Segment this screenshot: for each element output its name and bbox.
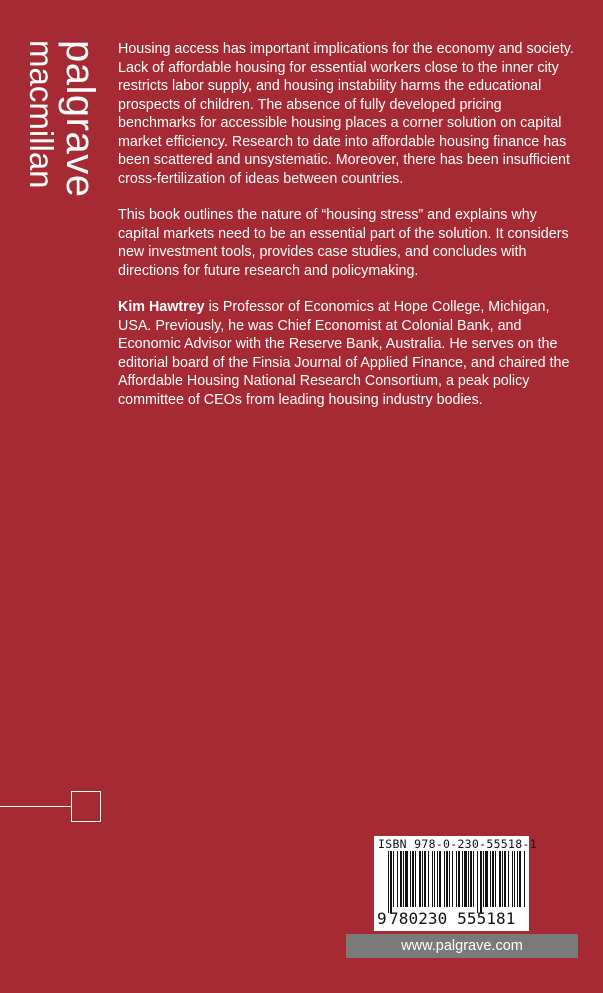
barcode-bar [428,851,429,907]
barcode-bar [452,851,453,907]
barcode-bar [517,851,518,907]
barcode-bar [437,851,438,907]
barcode-bar [446,851,448,907]
barcode-bar [397,851,398,907]
barcode-bar [490,851,491,907]
publisher-logo [20,40,100,210]
barcode-bar [473,851,474,907]
barcode-bars [388,851,525,913]
barcode-bar [477,851,478,913]
barcode-bar [424,851,426,907]
barcode-bar [458,851,460,907]
barcode-bar [524,851,525,907]
publisher-logo-macmillan: macmillan [23,40,60,189]
barcode-bar [390,851,392,913]
barcode-bar [495,851,496,907]
barcode-bar [410,851,411,907]
ean-digits: 780230 555181 [389,909,516,928]
barcode-bar [470,851,472,907]
barcode-bar [480,851,482,913]
back-cover-text [118,40,580,427]
isbn-label: ISBN 978-0-230-55518-1 [378,837,537,851]
barcode-bar [508,851,509,907]
author-bio-text: is Professor of Economics at Hope College, Michigan, USA. Previously, he was Chief Economist at Colonial Bank, and Economic Advisor with the Reserve Bank, Australia. He serves on the editorial board of the Finsia Journal of Applied Finance, and chaired the Affordable Housing National Research Consortium, a peak policy committee of CEOs from leading housing industry bodies. [118,299,570,408]
barcode-bar [502,851,503,907]
blurb-paragraph-2: This book outlines the nature of “housing stress” and explains why capital markets need to be an essential part of the solution. It considers new investment tools, provides case studies, and concludes with directions for future research and policymaking. [118,207,569,279]
barcode-bar [444,851,445,907]
barcode-bar [492,851,494,907]
ean-first-digit: 9 [377,909,387,928]
decorative-rule [0,806,71,807]
barcode-bar [393,851,394,907]
barcode-bar [464,851,467,907]
barcode-bar [519,851,521,907]
author-name: Kim Hawtrey [118,299,205,315]
barcode-bar [419,851,421,907]
barcode-bar [504,851,506,907]
decorative-square [71,791,101,822]
barcode-bar [512,851,513,907]
barcode-bar [499,851,501,907]
barcode-bar [405,851,408,907]
barcode-bar [415,851,416,907]
barcode-bar [456,851,457,907]
barcode-bar [412,851,414,907]
barcode-bar [449,851,450,907]
barcode-bar [514,851,515,907]
barcode-bar [400,851,402,907]
barcode-bar [422,851,423,907]
barcode-bar [483,851,484,907]
barcode-bar [485,851,488,907]
isbn-barcode [374,836,537,931]
barcode-bar [388,851,389,913]
barcode-bar [468,851,469,907]
barcode-bar [434,851,435,907]
barcode-bar [439,851,441,907]
publisher-url[interactable]: www.palgrave.com [346,934,578,958]
author-bio [118,298,580,409]
barcode-bar [462,851,463,907]
barcode-bar [432,851,433,907]
publisher-logo-palgrave: palgrave [58,40,102,198]
barcode-bar [403,851,404,907]
blurb-paragraph-1: Housing access has important implications for the economy and society. Lack of affordable housing for essential workers close to the inner city restricts labor supply, and housing instability harms the educational prospects of children. The absence of fully developed pricing benchmarks for accessible housing places a corner solution on capital market efficiency. Research to date into affordable housing finance has been scattered and unsystematic. Moreover, there has been insufficient cross-fertilization of ideas between countries. [118,41,574,187]
